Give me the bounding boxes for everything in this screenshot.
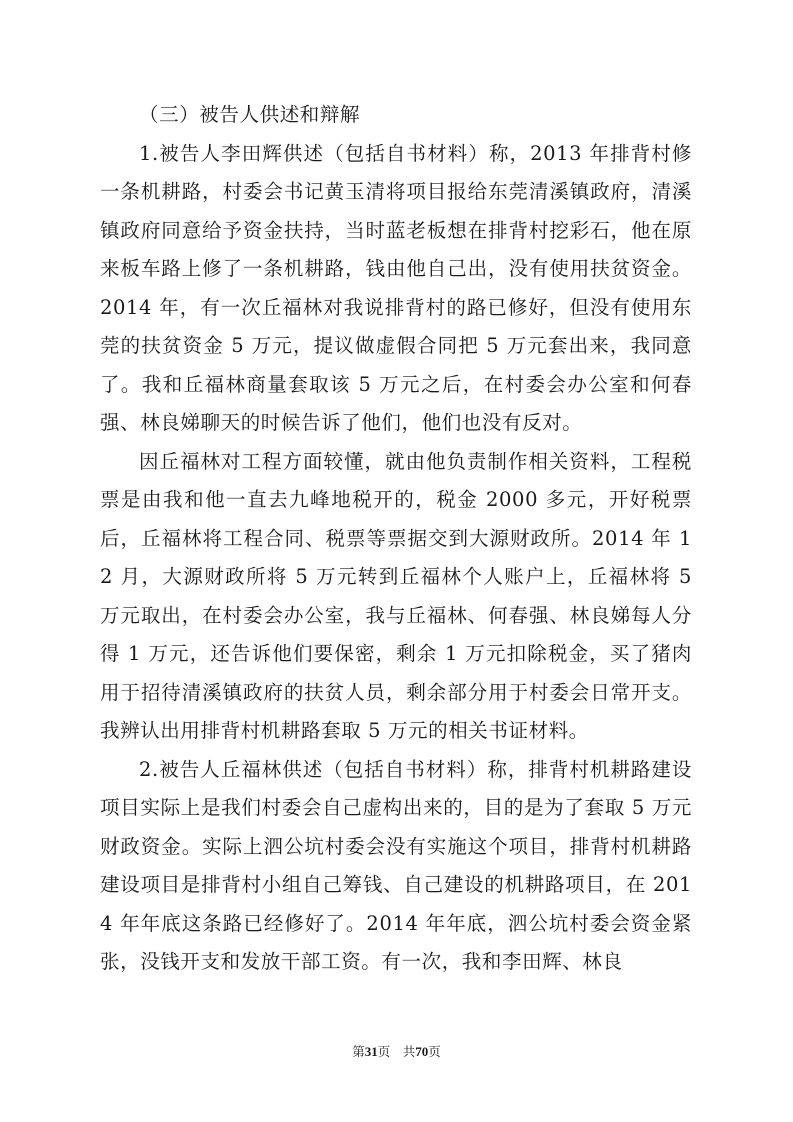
footer-page-current: 31 — [364, 1044, 378, 1059]
paragraph-3: 2.被告人丘福林供述（包括自书材料）称，排背村机耕路建设项目实际上是我们村委会自己虚构出来的，目的是为了套取 5 万元财政资金。实际上泗公坑村委会没有实施这个项目，排背村机耕路建设项目是排背村小组自己筹钱、自己建设的机耕路项目，在 2014 年年底这条路已经修好了。2014 年年底，泗公坑村委会资金紧张，没钱开支和发放干部工资。有一次，我和李田辉、林良 — [100, 757, 692, 973]
footer-page-suffix: 页 — [428, 1044, 441, 1059]
page-footer — [0, 1044, 793, 1060]
footer-page-prefix: 第 — [352, 1044, 365, 1059]
section-heading: （三）被告人供述和辩解 — [139, 103, 361, 126]
footer-page-total: 70 — [415, 1044, 429, 1059]
document-body — [100, 96, 692, 982]
paragraph-1: 1.被告人李田辉供述（包括自书材料）称，2013 年排背村修一条机耕路，村委会书记黄玉清将项目报给东莞清溪镇政府，清溪镇政府同意给予资金扶持，当时蓝老板想在排背村挖彩石，他在原来板车路上修了一条机耕路，钱由他自己出，没有使用扶贫资金。2014 年，有一次丘福林对我说排背村的路已修好，但没有使用东莞的扶贫资金 5 万元，提议做虚假合同把 5 万元套出来，我同意了。我和丘福林商量套取该 5 万元之后，在村委会办公室和何春强、林良娣聊天的时候告诉了他们，他们也没有反对。 — [100, 141, 692, 434]
paragraph-2: 因丘福林对工程方面较懂，就由他负责制作相关资料，工程税票是由我和他一直去九峰地税开的，税金 2000 多元，开好税票后，丘福林将工程合同、税票等票据交到大源财政所。2014 年 12 月，大源财政所将 5 万元转到丘福林个人账户上，丘福林将 5 万元取出，在村委会办公室，我与丘福林、何春强、林良娣每人分得 1 万元，还告诉他们要保密，剩余 1 万元扣除税金，买了猪肉用于招待清溪镇政府的扶贫人员，剩余部分用于村委会日常开支。我辨认出用排背村机耕路套取 5 万元的相关书证材料。 — [100, 449, 692, 742]
footer-page-mid: 页 共 — [377, 1044, 416, 1059]
